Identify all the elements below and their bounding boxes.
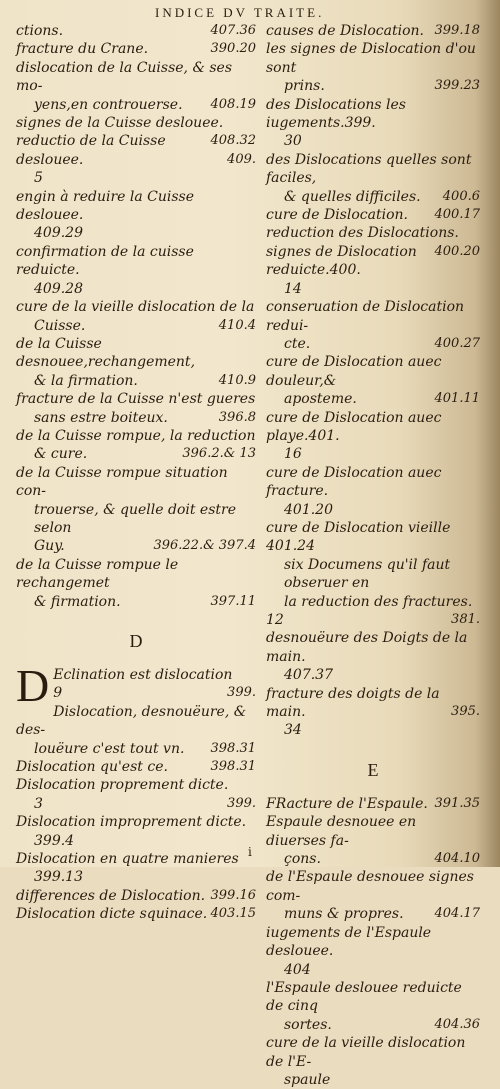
right-column	[266, 22, 480, 1089]
index-entry: cure de Dislocation auec fracture. 401.20	[266, 464, 442, 518]
index-entry: Dislocation dicte squinace. 403.15	[16, 906, 256, 923]
index-entry: Dislocation improprement dicte. 399.4	[16, 814, 247, 849]
running-header: INDICE DV TRAITE.	[155, 5, 325, 20]
index-entry: cure de la vieille dislocation de l'E- spaule	[266, 1035, 466, 1088]
index-entry: reduction des Dislocations. 400.20	[266, 225, 480, 259]
index-entry: de la Cuisse rompue situation con- trouerse, & quelle doit estre selon Guy. 396.22.& 397.4	[16, 464, 256, 555]
index-entry: cure de la vieille dislocation de la Cuisse. 410.4	[16, 299, 256, 334]
index-entry: conseruation de Dislocation redui- cte. 400.27	[266, 299, 480, 352]
index-entry: dislocation de la Cuisse, & ses mo- yens,en controuerse. 408.19	[16, 59, 256, 113]
index-entry: les signes de Dislocation d'ou sont prins. 399.23	[266, 41, 480, 95]
index-entry: l'Espaule deslouee reduicte de cinq sortes. 404.36	[266, 979, 480, 1033]
index-entry: engin à reduire la Cuisse deslouee. 409.29	[16, 188, 195, 242]
page-number: i	[248, 845, 252, 859]
index-entry: ctions. 407.36	[16, 23, 256, 39]
index-entry: 12	[266, 612, 284, 628]
index-entry: D Eclination est dislocation 399. 9	[16, 660, 256, 711]
index-entry: confirmation de la cuisse reduicte. 409.28	[16, 243, 194, 297]
index-entry: fracture du Crane. 390.20	[16, 41, 256, 58]
index-entry: cure de Dislocation auec playe.401. 16	[266, 409, 442, 463]
index-entry: cure de Dislocation vieille 401.24 six Documens qu'il faut obseruer en la reduction des fractures. 381.	[266, 519, 480, 627]
index-entry: fracture des doigts de la main. 395. 34	[266, 685, 480, 739]
index-entry: fracture de la Cuisse n'est gueres sans estre boiteux. 396.8	[16, 391, 256, 426]
index-entry: Dislocation en quatre manieres 399.13	[16, 851, 239, 886]
index-entry: cure de Dislocation auec douleur,& aposteme. 401.11	[266, 354, 480, 408]
index-entry: Dislocation, desnouëure, & des- louëure c'est tout vn. 398.31	[16, 703, 256, 757]
index-entry: iugements de l'Espaule deslouee. 404	[266, 924, 432, 978]
index-entry: Dislocation qu'est ce. 398.31	[16, 759, 256, 776]
section-letter-d: D	[129, 631, 143, 651]
index-entry: de la Cuisse rompue le rechangemet & firmation. 397.11	[16, 556, 256, 610]
index-entry: cure de Dislocation. 400.17	[266, 207, 480, 224]
index-entry: signes de la Cuisse deslouee. 408.32	[16, 115, 256, 149]
left-column	[16, 22, 256, 924]
index-entry: de l'Espaule desnouee signes com- muns & propres. 404.17	[266, 869, 480, 923]
drop-cap: D	[16, 660, 50, 711]
index-entry: des Dislocations les iugements.399. 30	[266, 96, 406, 150]
index-entry: Dislocation proprement dicte. 399. 3	[16, 777, 256, 812]
section-letter-e: E	[367, 759, 379, 780]
index-entry: desnouëure des Doigts de la main. 407.37	[266, 630, 468, 684]
index-entry: Espaule desnouee en diuerses fa- çons. 404.10	[266, 814, 480, 868]
index-entry: reductio de la Cuisse deslouee. 409. 5	[16, 133, 256, 187]
index-entry: causes de Dislocation. 399.18	[266, 23, 480, 39]
index-entry: FRacture de l'Espaule. 391.35	[266, 795, 480, 812]
index-entry: de la Cuisse rompue, la reduction & cure. 396.2.& 13	[16, 427, 256, 463]
index-entry: de la Cuisse desnouee,rechangement, & la firmation. 410.9	[16, 335, 256, 389]
index-entry: differences de Dislocation. 399.16	[16, 887, 256, 904]
index-entry: signes de Dislocation reduicte.400. 14	[266, 243, 417, 297]
index-entry: des Dislocations quelles sont faciles, & quelles difficiles. 400.6	[266, 151, 480, 205]
